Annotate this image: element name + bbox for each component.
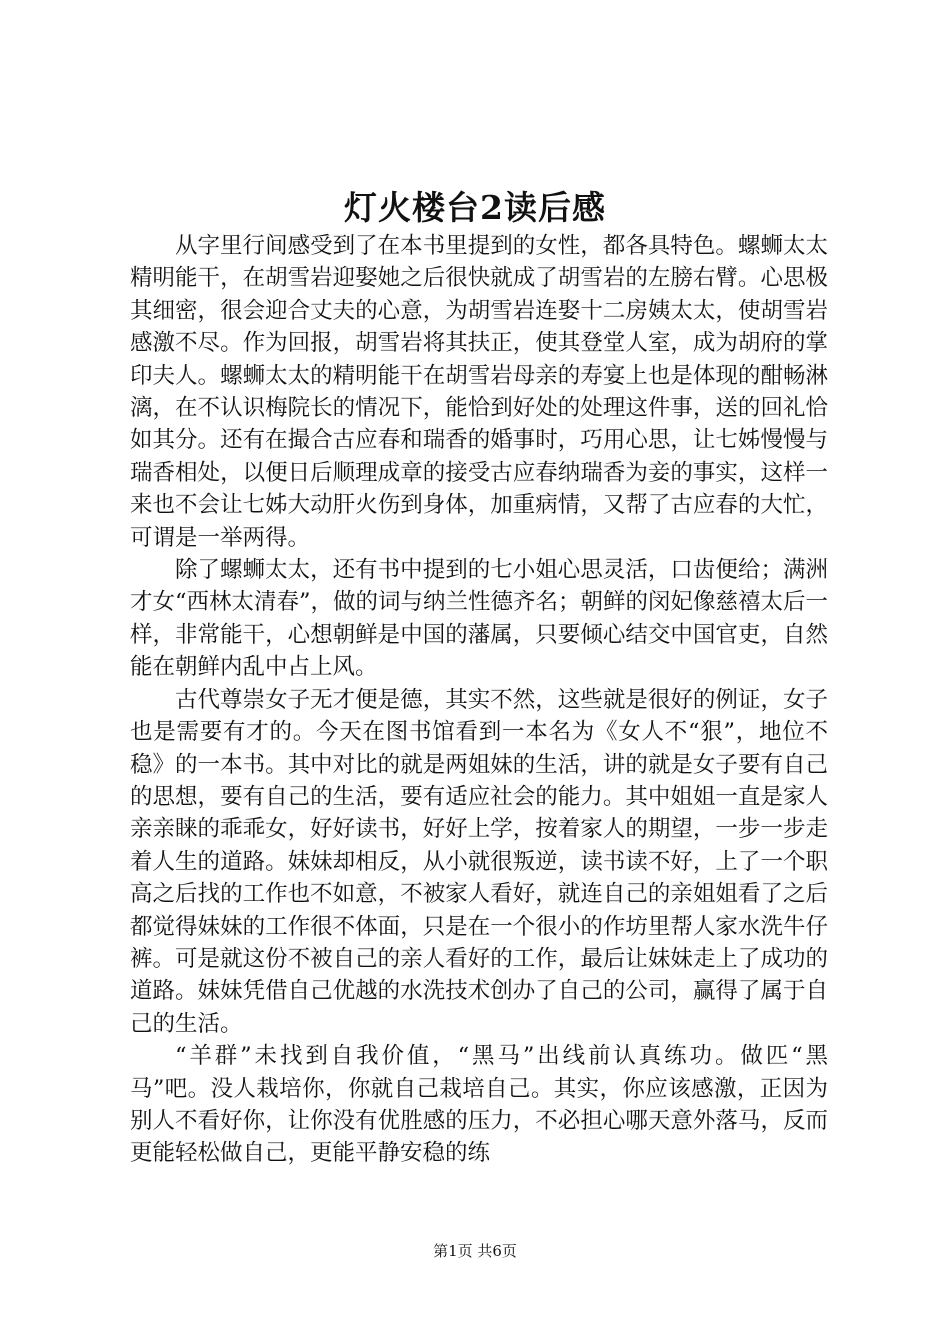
document-title: 灯火楼台2读后感 [344, 188, 606, 227]
document-body [130, 230, 828, 1170]
paragraph-4: “羊群”未找到自我价值，“黑马”出线前认真练功。做匹“黑马”吧。没人栽培你，你就自己栽培自己。其实，你应该感激，正因为别人不看好你，让你没有优胜感的压力，不必担心哪天意外落马，反而更能轻松做自己，更能平静安稳的练 [130, 1043, 828, 1167]
paragraph-3: 古代尊崇女子无才便是德，其实不然，这些就是很好的例证，女子也是需要有才的。今天在图书馆看到一本名为《女人不“狠”，地位不稳》的一本书。其中对比的就是两姐妹的生活，讲的就是女子要有自己的思想，要有自己的生活，要有适应社会的能力。其中姐姐一直是家人亲亲睐的乖乖女，好好读书，好好上学，按着家人的期望，一步一步走着人生的道路。妹妹却相反，从小就很叛逆，读书读不好，上了一个职高之后找的工作也不如意，不被家人看好，就连自己的亲姐姐看了之后都觉得妹妹的工作很不体面，只是在一个很小的作坊里帮人家水洗牛仔裤。可是就这份不被自己的亲人看好的工作，最后让妹妹走上了成功的道路。妹妹凭借自己优越的水洗技术创办了自己的公司，赢得了属于自己的生活。 [130, 686, 828, 1037]
paragraph-1: 从字里行间感受到了在本书里提到的女性，都各具特色。螺蛳太太精明能干，在胡雪岩迎娶她之后很快就成了胡雪岩的左膀右臂。心思极其细密，很会迎合丈夫的心意，为胡雪岩连娶十二房姨太太，使胡雪岩感激不尽。作为回报，胡雪岩将其扶正，使其登堂人室，成为胡府的掌印夫人。螺蛳太太的精明能干在胡雪岩母亲的寿宴上也是体现的酣畅淋漓，在不认识梅院长的情况下，能恰到好处的处理这件事，送的回礼恰如其分。还有在撮合古应春和瑞香的婚事时，巧用心思，让七姊慢慢与瑞香相处，以便日后顺理成章的接受古应春纳瑞香为妾的事实，这样一来也不会让七姊大动肝火伤到身体，加重病情，又帮了古应春的大忙，可谓是一举两得。 [130, 233, 828, 551]
paragraph-2: 除了螺蛳太太，还有书中提到的七小姐心思灵活，口齿便给；满洲才女“西林太清春”，做的词与纳兰性德齐名；朝鲜的闵妃像慈禧太后一样，非常能干，心想朝鲜是中国的藩属，只要倾心结交中国官吏，自然能在朝鲜内乱中占上风。 [130, 557, 829, 681]
page-footer: 第1页 共6页 [433, 1242, 517, 1260]
